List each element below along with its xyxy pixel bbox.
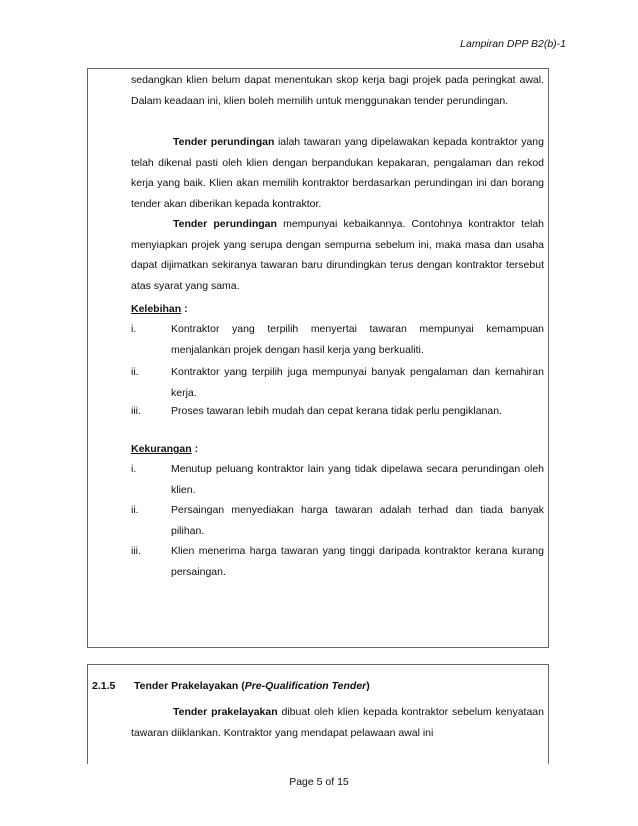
- list-item: [131, 362, 544, 403]
- section-title-close: ): [366, 680, 370, 692]
- list-item: [131, 541, 544, 582]
- heading-kelebihan-label: Kelebihan: [131, 303, 182, 315]
- list-number: i.: [131, 323, 137, 335]
- list-number: iii.: [131, 405, 141, 417]
- list-item: [131, 401, 544, 422]
- heading-kekurangan-label: Kekurangan: [131, 443, 192, 455]
- list-text: Proses tawaran lebih mudah dan cepat kerana tidak perlu pengiklanan.: [171, 405, 502, 417]
- term-tender-perundingan-2: Tender perundingan: [173, 218, 277, 230]
- term-tender-prakelayakan: Tender prakelayakan: [173, 706, 278, 718]
- section-title: [134, 680, 370, 692]
- paragraph-definition-text: ialah tawaran yang dipelawakan kepada kontraktor yang telah dikenal pasti oleh klien dengan berpandukan kepakaran, pengalaman dan rekod kerja yang baik. Klien akan memilih kontraktor berdasarkan perundingan ini dan borang tender akan diberikan kepada kontraktor.: [131, 136, 544, 210]
- list-number: ii.: [131, 504, 139, 516]
- page-header: Lampiran DPP B2(b)-1: [460, 38, 566, 50]
- heading-kelebihan: [131, 303, 188, 315]
- list-number: ii.: [131, 366, 139, 378]
- paragraph-prequalification: [131, 702, 544, 743]
- list-text: Kontraktor yang terpilih menyertai tawaran mempunyai kemampuan menjalankan projek dengan hasil kerja yang berkualiti.: [171, 323, 544, 356]
- list-number: iii.: [131, 545, 141, 557]
- term-tender-perundingan: Tender perundingan: [173, 136, 275, 148]
- section-heading: [92, 680, 370, 692]
- heading-kekurangan-colon: :: [191, 443, 199, 455]
- list-item: [131, 319, 544, 360]
- page-number: Page 5 of 15: [289, 776, 349, 788]
- list-text: Klien menerima harga tawaran yang tinggi daripada kontraktor kerana kurang persaingan.: [171, 545, 544, 578]
- paragraph-definition: [131, 132, 544, 214]
- list-text: Menutup peluang kontraktor lain yang tidak dipelawa secara perundingan oleh klien.: [171, 463, 544, 496]
- list-text: Kontraktor yang terpilih juga mempunyai banyak pengalaman dan kemahiran kerja.: [171, 366, 544, 399]
- list-text: Persaingan menyediakan harga tawaran adalah terhad dan tiada banyak pilihan.: [171, 504, 544, 537]
- paragraph-prequalification-text: dibuat oleh klien kepada kontraktor sebelum kenyataan tawaran diiklankan. Kontraktor yang mendapat pelawaan awal ini: [131, 706, 544, 739]
- paragraph-advantages-intro: [131, 214, 544, 296]
- paragraph-intro: sedangkan klien belum dapat menentukan skop kerja bagi projek pada peringkat awal. Dalam keadaan ini, klien boleh memilih untuk menggunakan tender perundingan.: [131, 74, 544, 107]
- paragraph-advantages-text: mempunyai kebaikannya. Contohnya kontraktor telah menyiapkan projek yang serupa dengan sempurna sebelum ini, maka masa dan usaha dapat dijimatkan sekiranya tawaran baru dirundingkan terus dengan kontraktor tersebut atas syarat yang sama.: [131, 218, 545, 292]
- list-item: [131, 459, 544, 500]
- section-number: 2.1.5: [92, 680, 116, 692]
- section-title-italic: Pre-Qualification Tender: [244, 680, 367, 692]
- heading-kekurangan: [131, 443, 198, 455]
- heading-kelebihan-colon: :: [181, 303, 188, 315]
- list-item: [131, 500, 544, 541]
- section-title-plain: Tender Prakelayakan (: [134, 680, 245, 692]
- list-number: i.: [131, 463, 137, 475]
